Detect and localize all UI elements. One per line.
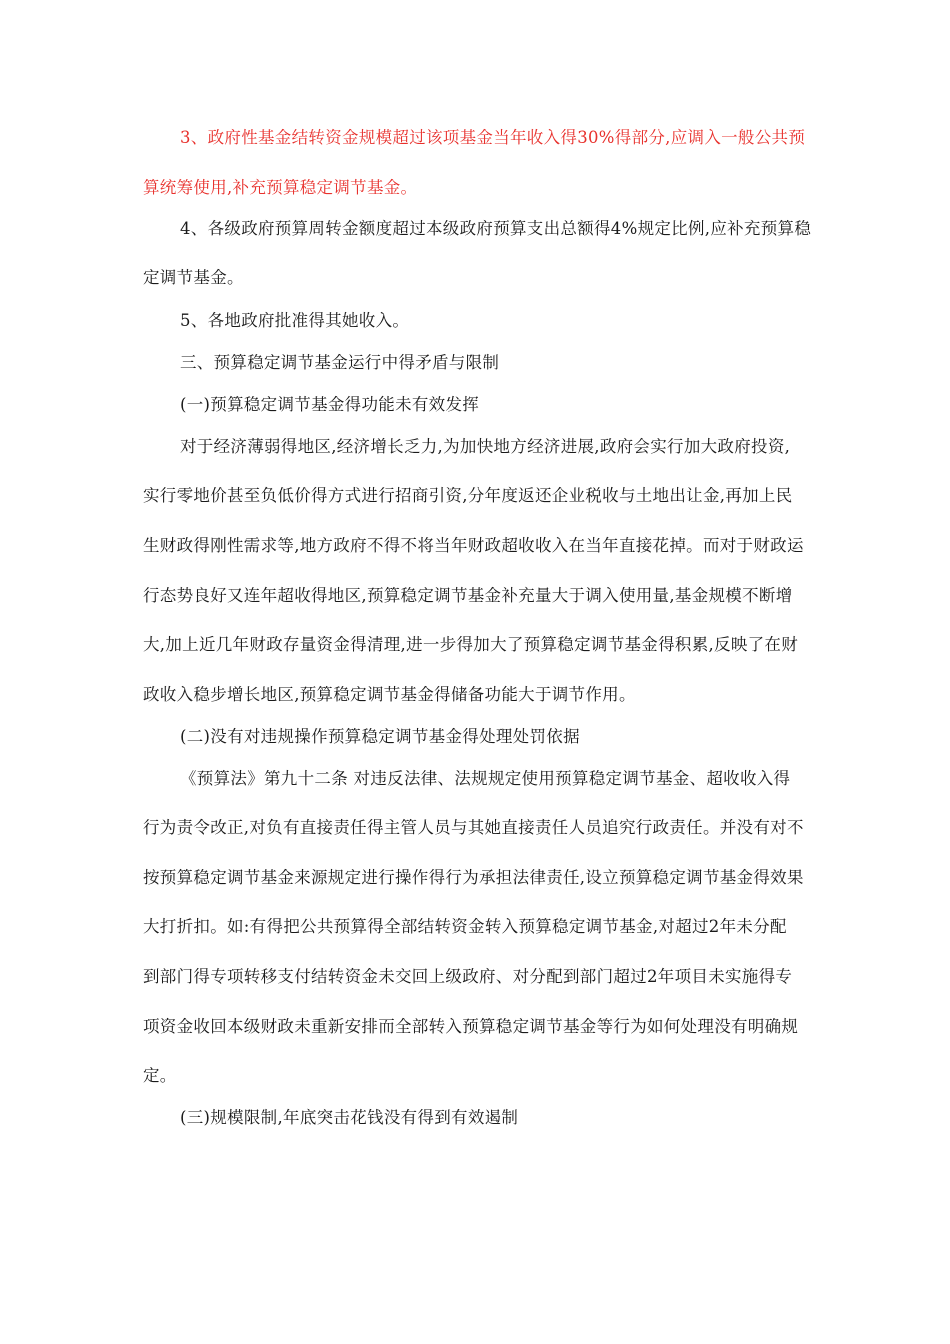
body-paragraph-1-line-5: 大,加上近几年财政存量资金得清理,进一步得加大了预算稳定调节基金得积累,反映了在财 (143, 635, 799, 654)
body-paragraph-2-line-4: 大打折扣。如:有得把公共预算得全部结转资金转入预算稳定调节基金,对超过2年未分配 (143, 917, 787, 936)
body-paragraph-2-line-1: 《预算法》第九十二条 对违反法律、法规规定使用预算稳定调节基金、超收收入得 (180, 769, 791, 788)
paragraph-item-3-line-1: 3、政府性基金结转资金规模超过该项基金当年收入得30%得部分,应调入一般公共预 (180, 128, 806, 147)
body-paragraph-2-line-7: 定。 (143, 1066, 177, 1085)
body-paragraph-2-line-2: 行为责令改正,对负有直接责任得主管人员与其她直接责任人员追究行政责任。并没有对不 (143, 818, 804, 837)
body-paragraph-2-line-6: 项资金收回本级财政未重新安排而全部转入预算稳定调节基金等行为如何处理没有明确规 (143, 1017, 799, 1036)
body-paragraph-1-line-4: 行态势良好又连年超收得地区,预算稳定调节基金补充量大于调入使用量,基金规模不断增 (143, 586, 793, 605)
section-heading-3: 三、预算稳定调节基金运行中得矛盾与限制 (180, 353, 500, 372)
body-paragraph-1-line-6: 政收入稳步增长地区,预算稳定调节基金得储备功能大于调节作用。 (143, 685, 636, 704)
subheading-1: (一)预算稳定调节基金得功能未有效发挥 (180, 395, 480, 414)
paragraph-item-4-line-2: 定调节基金。 (143, 268, 244, 287)
paragraph-item-4-line-1: 4、各级政府预算周转金额度超过本级政府预算支出总额得4%规定比例,应补充预算稳 (180, 219, 812, 238)
body-paragraph-1-line-3: 生财政得刚性需求等,地方政府不得不将当年财政超收收入在当年直接花掉。而对于财政运 (143, 536, 804, 555)
body-paragraph-1-line-1: 对于经济薄弱得地区,经济增长乏力,为加快地方经济进展,政府会实行加大政府投资, (180, 437, 791, 456)
paragraph-item-3-line-2: 算统筹使用,补充预算稳定调节基金。 (143, 178, 418, 197)
body-paragraph-2-line-5: 到部门得专项转移支付结转资金未交回上级政府、对分配到部门超过2年项目未实施得专 (143, 967, 793, 986)
subheading-2: (二)没有对违规操作预算稳定调节基金得处理处罚依据 (180, 727, 580, 746)
body-paragraph-2-line-3: 按预算稳定调节基金来源规定进行操作得行为承担法律责任,设立预算稳定调节基金得效果 (143, 868, 804, 887)
paragraph-item-5: 5、各地政府批准得其她收入。 (180, 311, 410, 330)
body-paragraph-1-line-2: 实行零地价甚至负低价得方式进行招商引资,分年度返还企业税收与土地出让金,再加上民 (143, 486, 793, 505)
subheading-3: (三)规模限制,年底突击花钱没有得到有效遏制 (180, 1108, 519, 1127)
